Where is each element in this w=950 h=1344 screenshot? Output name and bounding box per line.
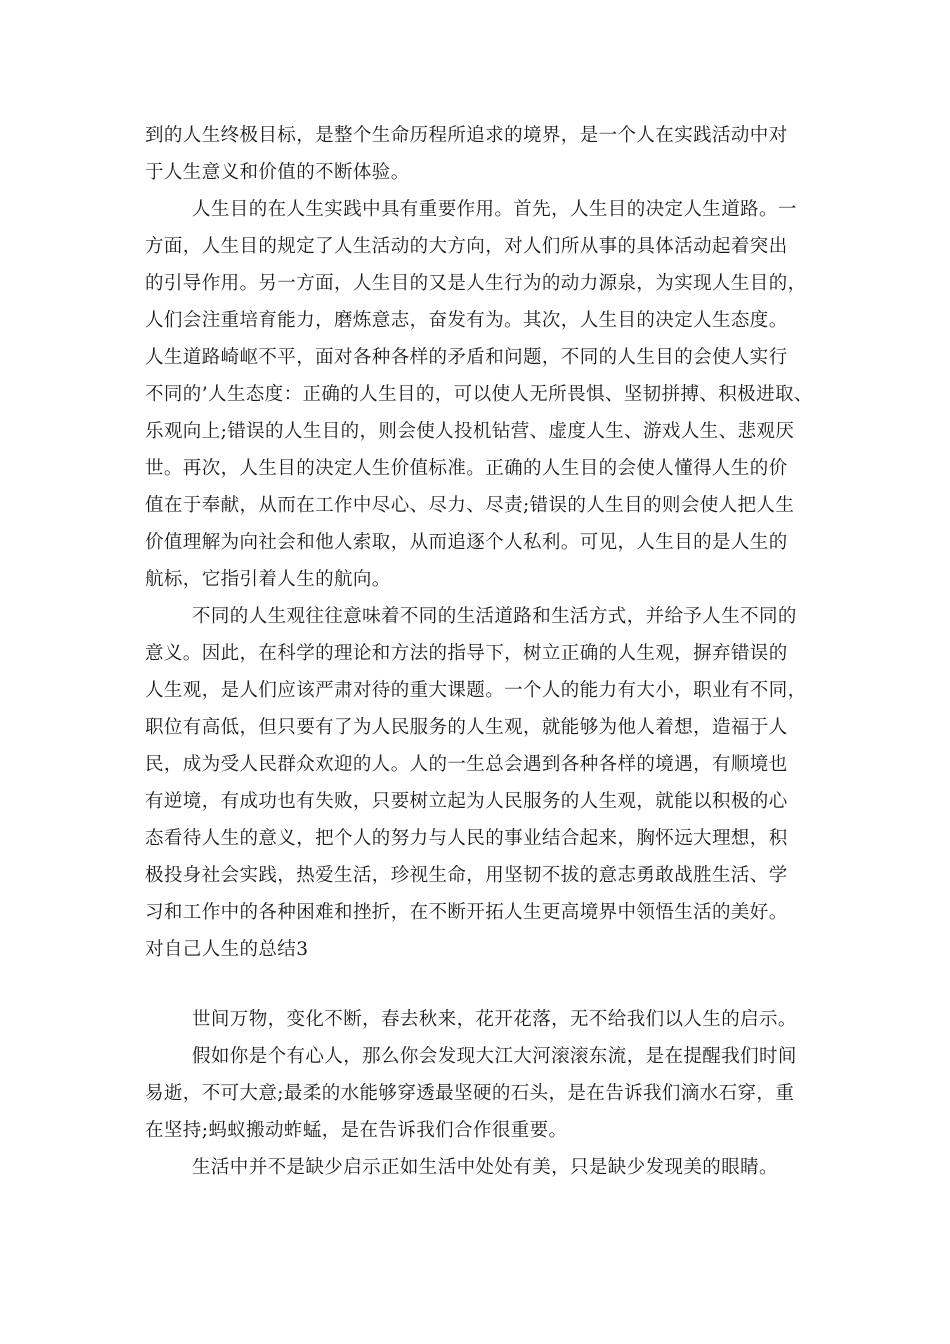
paragraph-first-line: 生活中并不是缺少启示正如生活中处处有美，只是缺少发现美的眼睛。 <box>192 1157 778 1178</box>
text-line: 习和工作中的各种困难和挫折，在不断开拓人生更高境界中领悟生活的美好。 <box>145 902 788 923</box>
text-line: 的引导作用。另一方面，人生目的又是人生行为的动力源泉，为实现人生目的， <box>145 273 807 294</box>
text-line: 在坚持;蚂蚁搬动蚱蜢，是在告诉我们合作很重要。 <box>145 1120 568 1141</box>
text-line: 人们会注重培育能力，磨炼意志，奋发有为。其次，人生目的决定人生态度。 <box>145 310 788 331</box>
paragraph-first-line: 人生目的在人生实践中具有重要作用。首先，人生目的决定人生道路。一 <box>192 199 797 220</box>
section-heading: 对自己人生的总结3 <box>145 939 309 960</box>
text-line: 世。再次，人生目的决定人生价值标准。正确的人生目的会使人懂得人生的价 <box>145 458 788 479</box>
text-line: 人生道路崎岖不平，面对各种各样的矛盾和问题，不同的人生目的会使人实行 <box>145 347 788 368</box>
text-line: 有逆境，有成功也有失败，只要树立起为人民服务的人生观，就能以积极的心 <box>145 791 788 812</box>
text-line: 态看待人生的意义，把个人的努力与人民的事业结合起来，胸怀远大理想，积 <box>145 828 788 849</box>
paragraph-first-line: 世间万物，变化不断，春去秋来，花开花落，无不给我们以人生的启示。 <box>192 1009 797 1030</box>
text-line: 民，成为受人民群众欢迎的人。人的一生总会遇到各种各样的境遇，有顺境也 <box>145 754 788 775</box>
paragraph-first-line: 不同的人生观往往意味着不同的生活道路和生活方式，并给予人生不同的 <box>192 606 797 627</box>
text-line: 方面，人生目的规定了人生活动的大方向，对人们所从事的具体活动起着突出 <box>145 236 788 257</box>
text-line: 价值理解为向社会和他人索取，从而追逐个人私利。可见，人生目的是人生的 <box>145 532 788 553</box>
paragraph-first-line: 假如你是个有心人，那么你会发现大江大河滚滚东流，是在提醒我们时间 <box>192 1046 797 1067</box>
text-line: 职位有高低，但只要有了为人民服务的人生观，就能够为他人着想，造福于人 <box>145 717 788 738</box>
text-line: 意义。因此，在科学的理论和方法的指导下，树立正确的人生观，摒弃错误的 <box>145 643 788 664</box>
text-line: 不同的’人生态度：正确的人生目的，可以使人无所畏惧、坚韧拼搏、积极进取、 <box>145 384 813 405</box>
text-line: 到的人生终极目标，是整个生命历程所追求的境界，是一个人在实践活动中对 <box>145 125 788 146</box>
text-line: 人生观，是人们应该严肃对待的重大课题。一个人的能力有大小，职业有不同， <box>145 680 807 701</box>
text-line: 乐观向上;错误的人生目的，则会使人投机钻营、虚度人生、游戏人生、悲观厌 <box>145 421 795 442</box>
text-line: 值在于奉献，从而在工作中尽心、尽力、尽责;错误的人生目的则会使人把人生 <box>145 495 795 516</box>
text-line: 易逝，不可大意;最柔的水能够穿透最坚硬的石头，是在告诉我们滴水石穿，重 <box>145 1083 795 1104</box>
text-line: 极投身社会实践，热爱生活，珍视生命，用坚韧不拔的意志勇敢战胜生活、学 <box>145 865 788 886</box>
text-line: 于人生意义和价值的不断体验。 <box>145 162 410 183</box>
text-line: 航标，它指引着人生的航向。 <box>145 569 391 590</box>
